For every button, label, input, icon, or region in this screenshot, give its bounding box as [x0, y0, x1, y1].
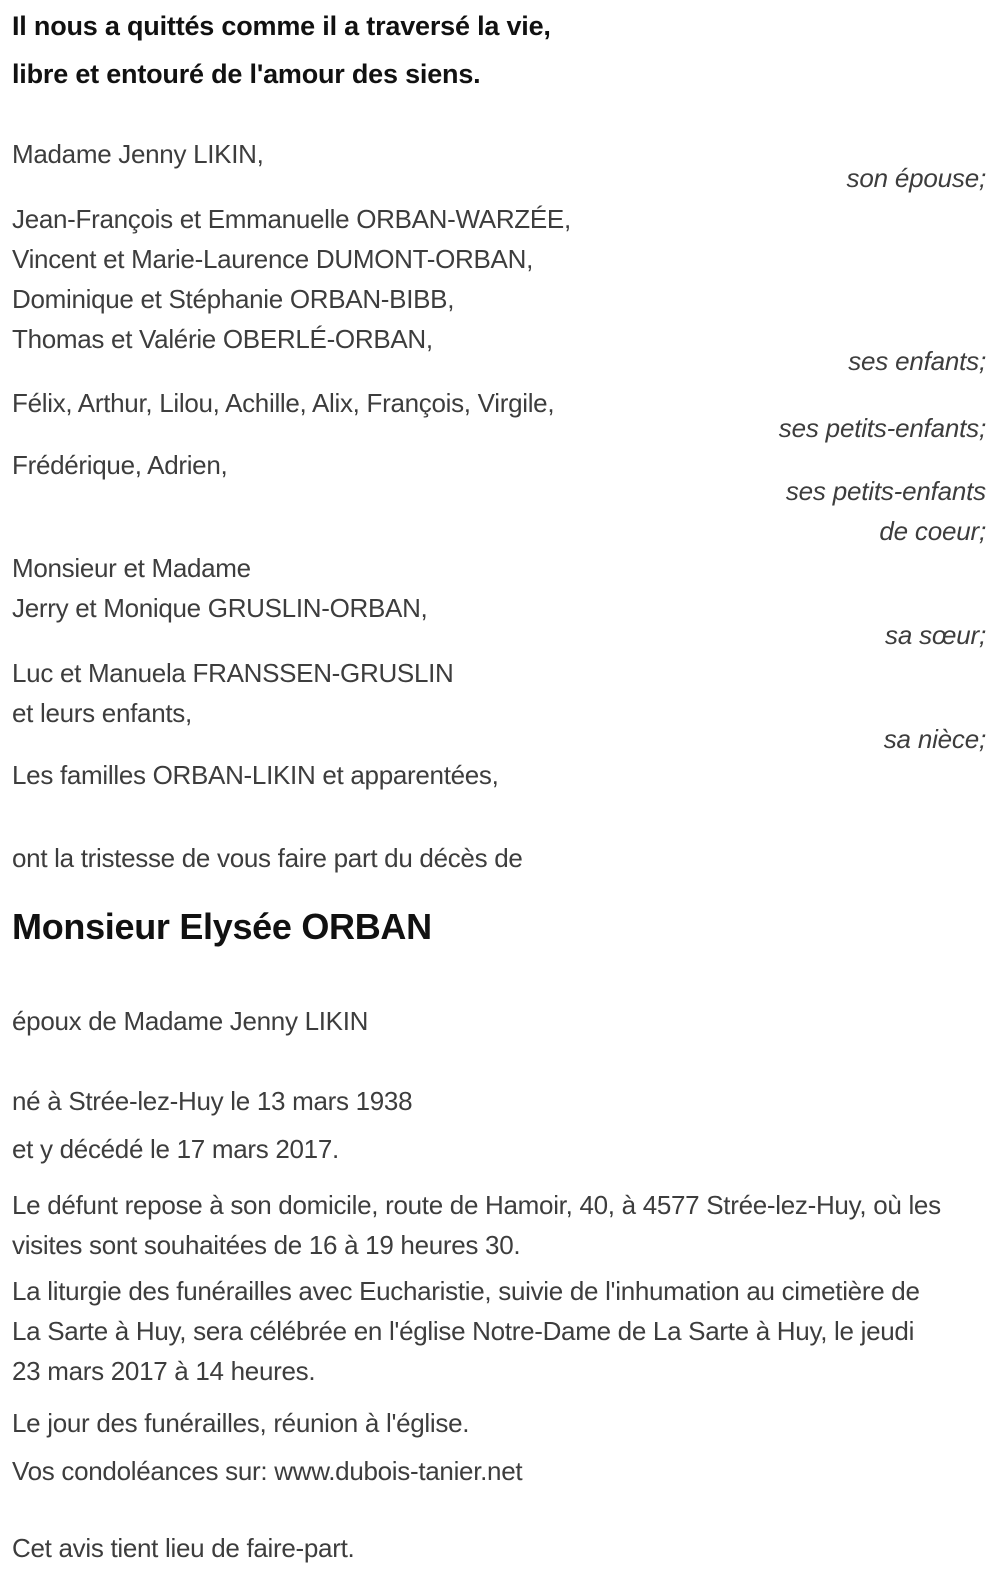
deceased-birth-line: né à Strée-lez-Huy le 13 mars 1938: [12, 1086, 413, 1116]
sister-name-line-1: Monsieur et Madame: [12, 553, 251, 583]
child-name-4: Thomas et Valérie OBERLÉ-ORBAN,: [12, 324, 433, 354]
grandchildren-names: Félix, Arthur, Lilou, Achille, Alix, François, Virgile,: [12, 388, 555, 418]
condolences-line: Vos condoléances sur: www.dubois-tanier.net: [12, 1456, 523, 1486]
grandchildren-of-heart-relation-line-1: ses petits-enfants: [785, 476, 986, 506]
children-relation: ses enfants;: [848, 346, 986, 376]
spouse-relation: son épouse;: [846, 163, 986, 193]
grandchildren-of-heart-names: Frédérique, Adrien,: [12, 450, 228, 480]
announcement-line: ont la tristesse de vous faire part du décès de: [12, 843, 523, 873]
repose-paragraph: Le défunt repose à son domicile, route de Hamoir, 40, à 4577 Strée-lez-Huy, où les visites sont souhaitées de 16 à 19 heures 30.: [12, 1190, 941, 1260]
deceased-spouse-line: époux de Madame Jenny LIKIN: [12, 1006, 369, 1036]
child-name-2: Vincent et Marie-Laurence DUMONT-ORBAN,: [12, 244, 533, 274]
grandchildren-of-heart-relation: [12, 471, 986, 551]
children-names: [12, 199, 986, 359]
deceased-name-title: Monsieur Elysée ORBAN: [12, 906, 432, 947]
grandchildren-of-heart-relation-line-2: de coeur;: [879, 516, 986, 546]
spouse-name: Madame Jenny LIKIN,: [12, 139, 264, 169]
niece-name-line-1: Luc et Manuela FRANSSEN-GRUSLIN: [12, 658, 454, 688]
child-name-3: Dominique et Stéphanie ORBAN-BIBB,: [12, 284, 455, 314]
related-families: Les familles ORBAN-LIKIN et apparentées,: [12, 760, 499, 790]
epitaph-line-1: Il nous a quittés comme il a traversé la vie,: [12, 11, 551, 41]
notice-line: Cet avis tient lieu de faire-part.: [12, 1533, 355, 1563]
liturgy-paragraph: La liturgie des funérailles avec Eucharistie, suivie de l'inhumation au cimetière de La Sarte à Huy, sera célébrée en l'église Notre-Dame de La Sarte à Huy, le jeudi 23 mars 2017 à 14 heures.: [12, 1276, 920, 1386]
niece-name-line-2: et leurs enfants,: [12, 698, 192, 728]
niece-relation: sa nièce;: [883, 724, 986, 754]
sister-relation: sa sœur;: [885, 620, 986, 650]
grandchildren-relation: ses petits-enfants;: [778, 413, 986, 443]
deceased-death-line: et y décédé le 17 mars 2017.: [12, 1134, 339, 1164]
epitaph-line-2: libre et entouré de l'amour des siens.: [12, 59, 481, 89]
sister-name-line-2: Jerry et Monique GRUSLIN-ORBAN,: [12, 593, 428, 623]
epitaph: [12, 2, 986, 98]
meeting-line: Le jour des funérailles, réunion à l'église.: [12, 1408, 470, 1438]
child-name-1: Jean-François et Emmanuelle ORBAN-WARZÉE,: [12, 204, 571, 234]
